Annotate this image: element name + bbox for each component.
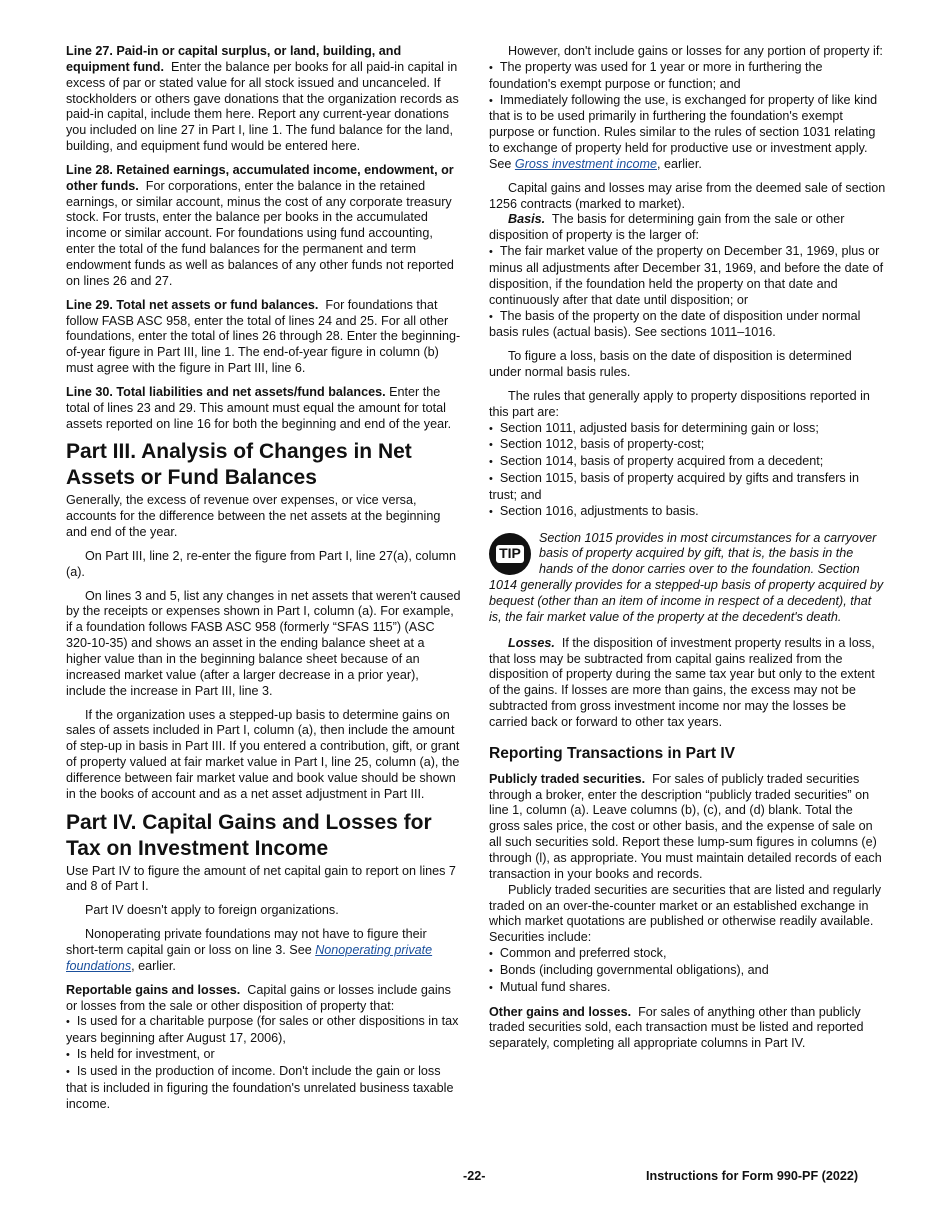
reportable-heading: Reportable gains and losses. bbox=[66, 982, 241, 997]
document-title: Instructions for Form 990-PF (2022) bbox=[646, 1169, 859, 1183]
line27-heading: Line 27. Paid-in or capital surplus, or land, building, and equipment fund. bbox=[66, 44, 402, 74]
list-item: • Mutual fund shares. bbox=[489, 980, 887, 997]
list-item: • Section 1014, basis of property acquired from a decedent; bbox=[489, 454, 887, 471]
loss-basis-paragraph: To figure a loss, basis on the date of disposition is determined under normal basis rules. bbox=[489, 349, 852, 380]
tip-icon bbox=[489, 533, 531, 575]
list-item: • The fair market value of the property on December 31, 1969, plus or minus all adjustments after December 31, 1969, and before the date of disposition, if the foundation held the property on that date and continuously after that date until disposition; or bbox=[489, 244, 887, 308]
line29-body: For foundations that follow FASB ASC 958, enter the total of lines 24 and 25. For all other foundations, enter the total of lines 26 through 28. Enter the beginning-of-year figure in Part III, line 1. The end-of-year figure in column (b) must agree with the figure in Part III, line 6. bbox=[66, 297, 461, 376]
reporting-title: Reporting Transactions in Part IV bbox=[489, 744, 736, 762]
losses-paragraph bbox=[489, 636, 887, 731]
line30-body: Enter the total of lines 23 and 29. This amount must equal the amount for total assets reported on line 16 for both the beginning and end of the year. bbox=[66, 384, 452, 431]
public-body: For sales of publicly traded securities through a broker, enter the description “publicly traded securities” on line 1, column (a). Leave columns (b), (c), and (d) blank. Total the gross sales price, the cost or other basis, and the expense of sale on all such securities sold. Report these lump-sum figures in columns (e) through (l), as appropriate. You must maintain detailed records of each transaction in your books and records. bbox=[489, 771, 882, 881]
part4-p3 bbox=[66, 927, 462, 975]
list-item: • Section 1015, basis of property acquired by gifts and transfers in trust; and bbox=[489, 471, 887, 504]
basis-heading: Basis. bbox=[508, 212, 546, 227]
nonoperating-link[interactable]: Nonoperating private foundations bbox=[66, 942, 433, 973]
basis-body: The basis for determining gain from the sale or other disposition of property is the larger of: bbox=[489, 212, 845, 243]
list-item: • Is held for investment, or bbox=[66, 1047, 462, 1064]
part4-title: Part IV. Capital Gains and Losses for Tax on Investment Income bbox=[66, 810, 432, 860]
reportable-paragraph bbox=[66, 983, 462, 1015]
list-item: • Section 1011, adjusted basis for determining gain or loss; bbox=[489, 421, 887, 438]
list-item: • Common and preferred stock, bbox=[489, 946, 887, 963]
losses-heading: Losses. bbox=[508, 635, 555, 650]
line29-heading: Line 29. Total net assets or fund balances. bbox=[66, 297, 319, 312]
rules-intro: The rules that generally apply to property dispositions reported in this part are: bbox=[489, 388, 870, 419]
tip-box bbox=[489, 531, 887, 626]
line30-heading: Line 30. Total liabilities and net assets/fund balances. bbox=[66, 384, 386, 399]
losses-body: If the disposition of investment property results in a loss, that loss may be subtracted from capital gains realized from the disposition of property during the same tax year but only to the extent of the gains. If losses are more than gains, the excess may not be subtracted from gross investment income nor may the losses be carried back or forward to other tax years. bbox=[489, 635, 875, 729]
tip-label: TIP bbox=[496, 545, 524, 563]
part3-p4: If the organization uses a stepped-up basis to determine gains on sales of assets included in Part I, column (a), then include the amount of step-up in basis in Part III. If you entered a contribution, gift, or grant of property valued at fair market value in Part I, line 25, column (a), the difference between fair market value and book value should be shown in the books of account and as a net asset adjustment in Part III. bbox=[66, 707, 460, 801]
list-item: • Is used in the production of income. Don't include the gain or loss that is included in figuring the foundation's unrelated business taxable income. bbox=[66, 1064, 462, 1113]
page-number: -22- bbox=[463, 1169, 486, 1183]
line30-paragraph bbox=[66, 385, 462, 433]
other-heading: Other gains and losses. bbox=[489, 1004, 632, 1019]
line28-body: For corporations, enter the balance in the retained earnings, or similar account, minus the cost of any corporate treasury stock. For trusts, enter the balance per books in the accumulated income or similar account. For foundations using fund accounting, enter the total of the fund balances for the permanent and term endowment funds as well as balances of any other funds not reported on lines 26 and 27. bbox=[66, 178, 454, 288]
list-item: • Is used for a charitable purpose (for sales or other dispositions in tax years beginning after August 17, 2006), bbox=[66, 1014, 462, 1047]
capital-paragraph: Capital gains and losses may arise from the deemed sale of section 1256 contracts (marked to market). bbox=[489, 180, 886, 211]
line27-paragraph bbox=[66, 44, 462, 155]
right-column bbox=[489, 44, 887, 1052]
list-item: • Section 1016, adjustments to basis. bbox=[489, 504, 887, 521]
part4-p3-text: Nonoperating private foundations may not have to figure their short-term capital gain or loss on line 3. See bbox=[66, 927, 427, 957]
tip-text: Section 1015 provides in most circumstances for a carryover basis of property acquired by gift, that is, the basis in the hands of the donor carries over to the foundation. Section 1014 generally provides for a stepped-up basis of property acquired by bequest (other than an item of income in respect of a decedent), that is, the fair market value of the property at the decedent's death. bbox=[489, 530, 884, 624]
part3-p2: On Part III, line 2, re-enter the figure from Part I, line 27(a), column (a). bbox=[66, 548, 456, 579]
part4-p3-tail: , earlier. bbox=[131, 958, 176, 973]
basis-paragraph bbox=[489, 212, 887, 244]
reportable-body: Capital gains or losses include gains or losses from the sale or other disposition of property that: bbox=[66, 982, 451, 1013]
part3-p3: On lines 3 and 5, list any changes in net assets that weren't caused by the receipts or expenses shown in Part I, column (a). For example, if a foundation follows FASB ASC 958 (formerly “SFAS 115”) (ASC 320-10-35) and shows an asset in the ending balance sheet at a higher value than in the beginning balance sheet because of an increased market value (after a larger decrease in a prior year), include the increase in Part III, line 3. bbox=[66, 588, 461, 698]
public-heading: Publicly traded securities. bbox=[489, 771, 646, 786]
however-paragraph: However, don't include gains or losses for any portion of property if: bbox=[508, 44, 883, 58]
list-item: • The basis of the property on the date of disposition under normal basis rules (actual basis). See sections 1011–1016. bbox=[489, 309, 887, 342]
list-item bbox=[489, 93, 887, 173]
line29-paragraph bbox=[66, 298, 462, 377]
line28-heading: Line 28. Retained earnings, accumulated income, endowment, or other funds. bbox=[66, 162, 454, 193]
line28-paragraph bbox=[66, 163, 462, 290]
public-paragraph bbox=[489, 772, 887, 883]
gross-investment-income-link[interactable]: Gross investment income bbox=[514, 156, 658, 171]
line27-body: Enter the balance per books for all paid-in capital in excess of par or stated value for all stock issued and uncanceled. If stockholders or others gave donations that the organization records as paid-in capital, include them here. Report any current-year donations you included on line 27 in Part I, line 1. The fund balance for the land, building, and equipment fund would be entered here. bbox=[66, 59, 459, 154]
part3-title: Part III. Analysis of Changes in Net Assets or Fund Balances bbox=[66, 440, 412, 490]
other-body: For sales of anything other than publicly traded securities sold, each transaction must be listed and reported separately, completing all appropriate columns in Part IV. bbox=[489, 1004, 864, 1051]
list-item: • Section 1012, basis of property-cost; bbox=[489, 437, 887, 454]
other-paragraph bbox=[489, 1005, 887, 1053]
left-column bbox=[66, 44, 462, 1112]
part4-p1: Use Part IV to figure the amount of net capital gain to report on lines 7 and 8 of Part I. bbox=[66, 863, 456, 894]
list-item: • The property was used for 1 year or more in furthering the foundation's exempt purpose or function; and bbox=[489, 60, 887, 93]
however-bullet-tail: , earlier. bbox=[657, 156, 702, 171]
part4-p2: Part IV doesn't apply to foreign organizations. bbox=[85, 903, 339, 918]
part3-p1: Generally, the excess of revenue over expenses, or vice versa, accounts for the difference between the net assets at the beginning and end of the year. bbox=[66, 493, 441, 540]
list-item: • Bonds (including governmental obligations), and bbox=[489, 963, 887, 980]
public-p2: Publicly traded securities are securities that are listed and regularly traded on an over-the-counter market or an established exchange in which market quotations are published or otherwise readily available. Securities include: bbox=[489, 882, 882, 945]
however-bullet-text: Immediately following the use, is exchanged for property of like kind that is to be used primarily in furthering the foundation's exempt purpose or function. Rules similar to the rules of section 1031 relating to exchange of property held for productive use or investment apply. See bbox=[489, 92, 878, 171]
